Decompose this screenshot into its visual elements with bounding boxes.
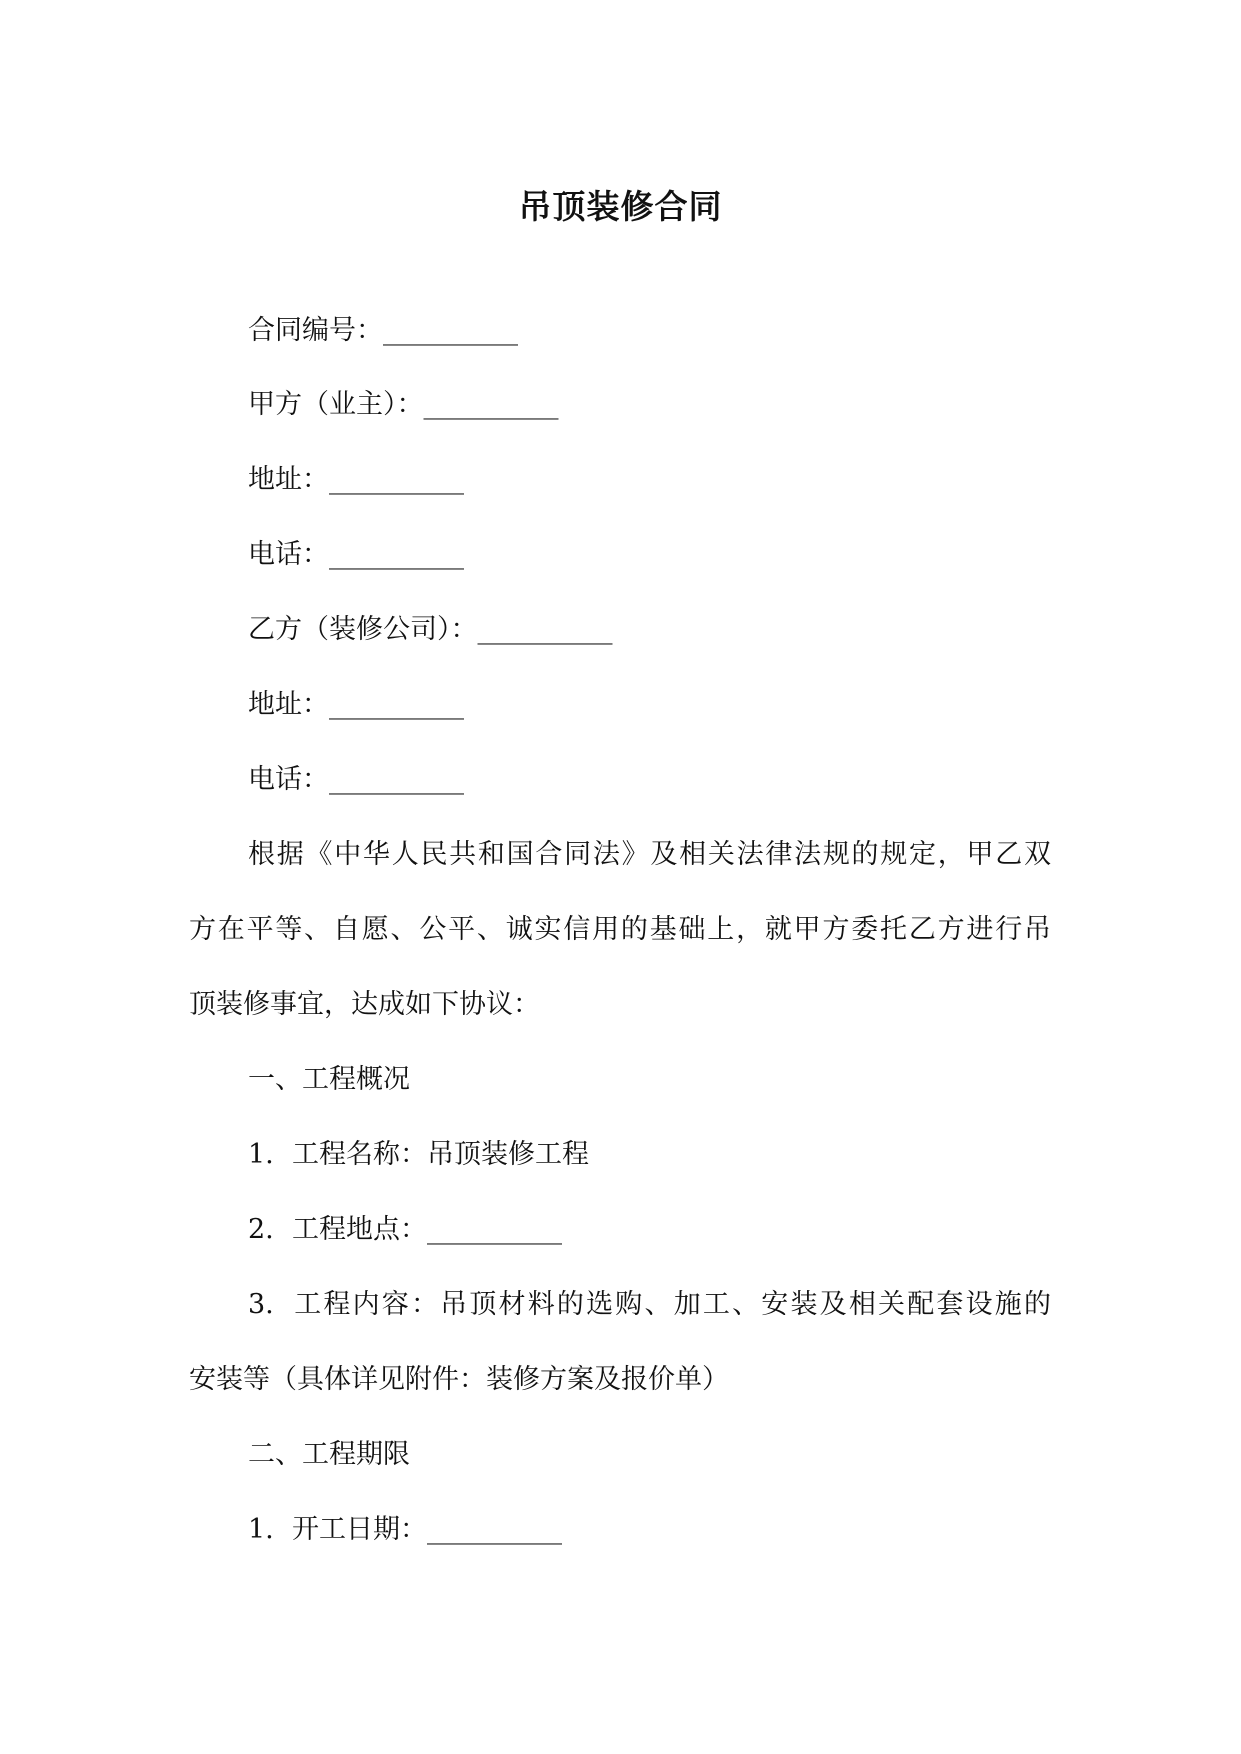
preamble-line-2: 方在平等、自愿、公平、诚实信用的基础上，就甲方委托乙方进行吊	[189, 914, 1051, 945]
list-item	[248, 1510, 562, 1550]
list-item-text: 工程地点：__________	[292, 1214, 562, 1245]
section-heading-schedule: 二、工程期限	[248, 1439, 410, 1470]
list-item-number: 1.	[248, 1514, 274, 1545]
party-b-phone-field: 电话：__________	[248, 764, 464, 795]
preamble-line-1: 根据《中华人民共和国合同法》及相关法律法规的规定，甲乙双	[248, 839, 1051, 870]
party-b-field: 乙方（装修公司）：__________	[248, 614, 613, 645]
list-item	[248, 1135, 589, 1175]
list-item-continuation: 安装等（具体详见附件：装修方案及报价单）	[189, 1364, 729, 1395]
list-item	[248, 1210, 562, 1250]
list-item-text: 开工日期：__________	[292, 1514, 562, 1545]
party-b-address-field: 地址：__________	[248, 689, 464, 720]
contract-number-field: 合同编号：__________	[248, 315, 518, 346]
list-item-number: 1.	[248, 1139, 274, 1170]
list-item	[248, 1285, 1051, 1325]
party-a-field: 甲方（业主）：__________	[248, 389, 559, 420]
list-item-text: 工程名称：吊顶装修工程	[292, 1139, 589, 1170]
section-heading-overview: 一、工程概况	[248, 1064, 410, 1095]
list-item-text: 工程内容：吊顶材料的选购、加工、安装及相关配套设施的	[292, 1289, 1051, 1320]
preamble-line-3: 顶装修事宜，达成如下协议：	[189, 989, 540, 1020]
party-a-address-field: 地址：__________	[248, 464, 464, 495]
party-a-phone-field: 电话：__________	[248, 539, 464, 570]
document-title: 吊顶装修合同	[518, 187, 723, 226]
list-item-number: 2.	[248, 1214, 274, 1245]
list-item-number: 3.	[248, 1289, 274, 1320]
